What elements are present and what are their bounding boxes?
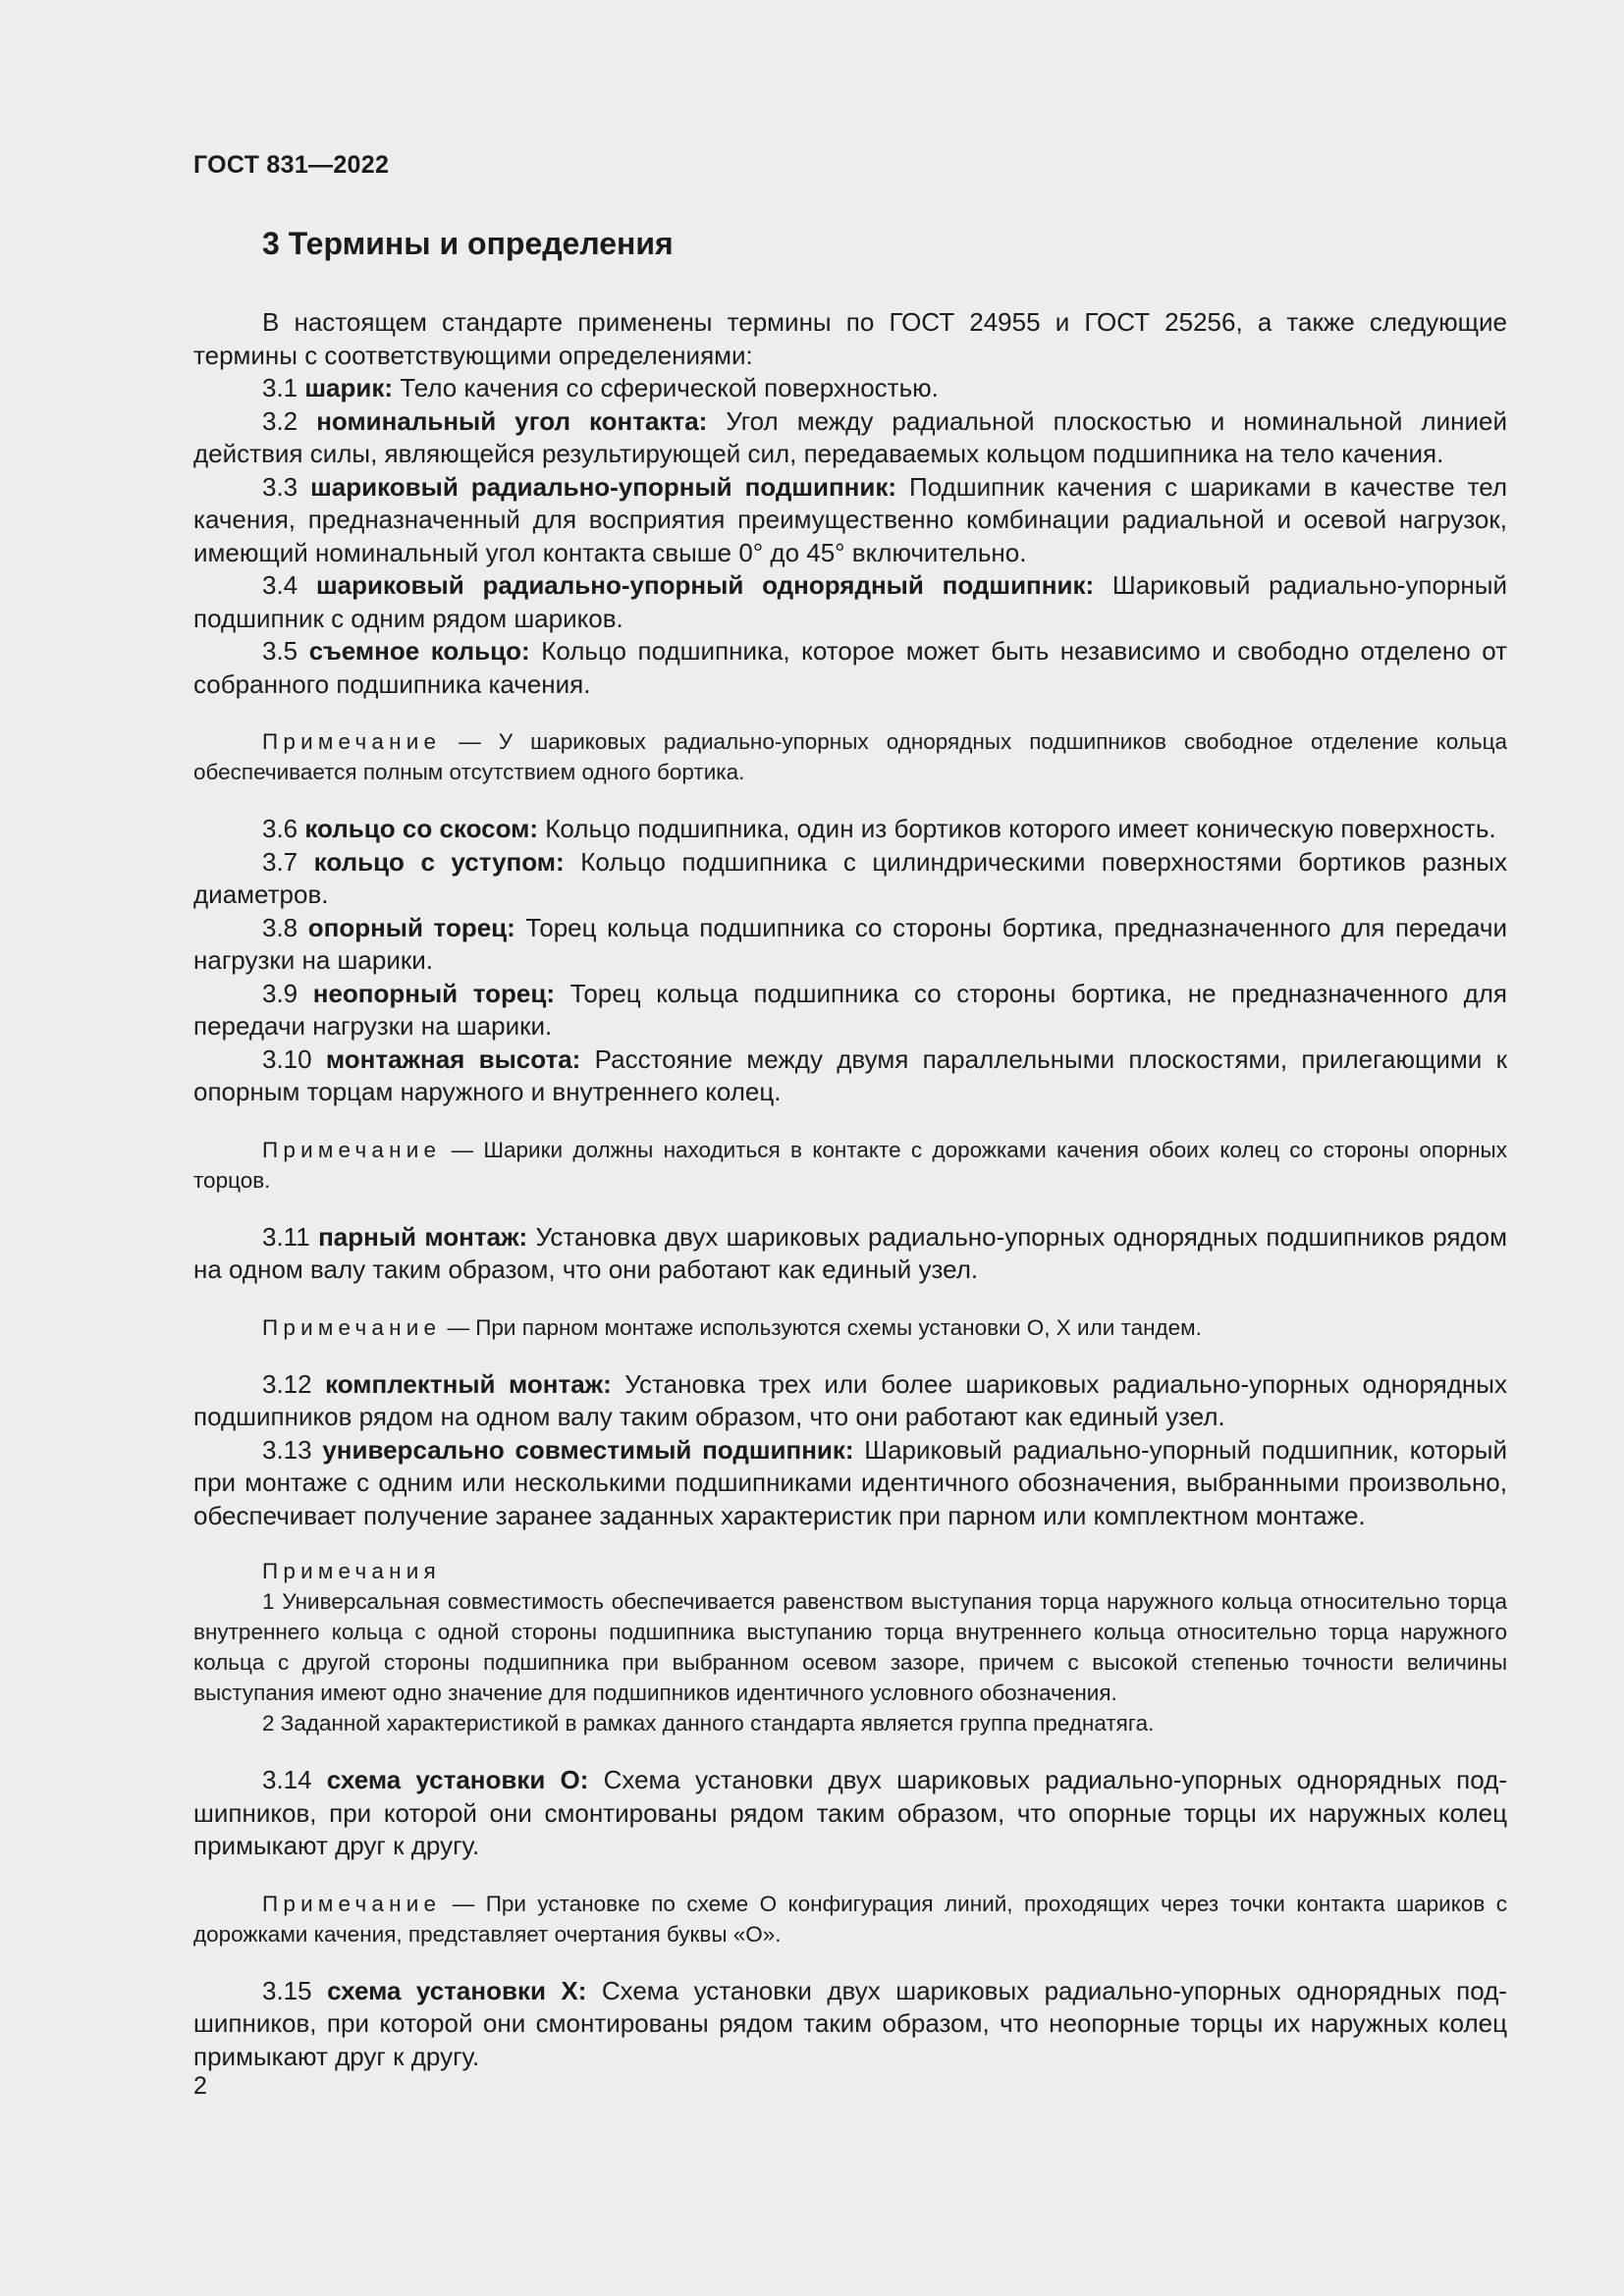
term-name: кольцо со скосом: xyxy=(304,814,539,843)
term-name: комплектный монтаж: xyxy=(325,1368,612,1399)
page-number: 2 xyxy=(193,2072,207,2100)
term-3-5 xyxy=(193,635,1507,701)
term-number: 3.14 xyxy=(262,1765,312,1794)
document-body xyxy=(193,220,1507,2073)
term-definition: Расстояние между двумя параллельными плоскостями, прилегающими к опорным торцам наружного и внутреннего колец. xyxy=(193,1043,1507,1106)
term-definition: Кольцо подшипника, которое может быть независимо и свободно отделено от собранного подшипника качения. xyxy=(193,636,1507,699)
term-number: 3.4 xyxy=(262,570,298,600)
term-definition: Тело качения со сферической поверхностью. xyxy=(400,373,939,402)
term-3-2 xyxy=(193,405,1507,471)
term-3-10 xyxy=(193,1043,1507,1109)
term-name: схема установки О: xyxy=(326,1765,589,1794)
term-name: съемное кольцо: xyxy=(308,636,530,666)
note-item-1: 1 Универсальная совместимость обеспечивается равенством выступания торца наружного кольца относительно торца внутреннего кольца с одной стороны подшипника выступанию торца внутреннего кольца относительно торца наружного кольца с другой стороны подшипника при выбранном осевом зазоре, причем с высокой степенью точности величины выступания имеют одно значение для подшипников идентичного условного обозначения. xyxy=(193,1589,1507,1705)
term-name: опорный торец: xyxy=(307,912,515,942)
term-number: 3.7 xyxy=(262,846,298,877)
note-label: Примечание xyxy=(262,1891,442,1916)
term-number: 3.2 xyxy=(262,405,298,436)
notes-block xyxy=(193,1556,1507,1738)
term-3-8 xyxy=(193,912,1507,978)
term-number: 3.1 xyxy=(262,373,298,402)
term-definition: Угол между радиальной плоскостью и номинальной линией действия силы, являющейся результирующей сил, передаваемых кольцом подшипника на тело качения. xyxy=(193,405,1507,468)
term-definition: Схема установки двух шариковых радиально-упорных однорядных подшипников, при которой они смонтированы рядом таким образом, что опорные торцы их наружных колец примыкают друг к другу. xyxy=(193,1765,1507,1860)
note-2 xyxy=(193,1135,1507,1196)
term-definition: Схема установки двух шариковых радиально-упорных однорядных подшипников, при которой они смонтированы рядом таким образом, что неопорные торцы их наружных колец примыкают друг к другу. xyxy=(193,1975,1507,2071)
note-text: — Шарики должны находиться в контакте с дорожками качения обоих колец со стороны опорных торцов. xyxy=(193,1137,1507,1193)
term-3-9 xyxy=(193,978,1507,1043)
term-3-7 xyxy=(193,846,1507,912)
term-name: номинальный угол контакта: xyxy=(316,405,708,436)
note-4 xyxy=(193,1889,1507,1949)
term-name: схема установки Х: xyxy=(327,1975,587,2005)
term-3-15 xyxy=(193,1975,1507,2074)
term-3-12 xyxy=(193,1368,1507,1434)
term-definition: Кольцо подшипника с цилиндрическими поверхностями бортиков разных диаметров. xyxy=(193,846,1507,909)
term-name: неопорный торец: xyxy=(312,978,555,1008)
term-definition: Шариковый радиально-упорный подшипник с одним рядом шариков. xyxy=(193,570,1507,633)
note-3 xyxy=(193,1312,1507,1343)
term-name: кольцо с уступом: xyxy=(313,846,565,877)
term-number: 3.15 xyxy=(262,1975,312,2005)
intro-paragraph: В настоящем стандарте применены термины по ГОСТ 24955 и ГОСТ 25256, а также следующие термины с соответствующими определениями: xyxy=(193,307,1507,370)
note-text: — У шариковых радиально-упорных однорядных подшипников свободное отделение кольца обеспечивается полным отсутствием одного бортика. xyxy=(193,729,1507,784)
note-item-2: 2 Заданной характеристикой в рамках данного стандарта является группа преднатяга. xyxy=(262,1711,1155,1735)
note-label: Примечание xyxy=(262,729,442,754)
term-name: шарик: xyxy=(304,373,394,402)
term-number: 3.9 xyxy=(262,978,298,1008)
term-number: 3.6 xyxy=(262,814,298,843)
note-label: Примечание xyxy=(262,1137,442,1162)
note-label: Примечание xyxy=(262,1314,442,1340)
term-name: универсально совместимый подшипник: xyxy=(322,1434,854,1465)
term-name: монтажная высота: xyxy=(325,1043,581,1074)
term-3-6 xyxy=(193,813,1507,846)
term-number: 3.10 xyxy=(262,1043,312,1074)
term-number: 3.3 xyxy=(262,471,298,502)
term-3-4 xyxy=(193,569,1507,635)
term-3-1 xyxy=(193,372,1507,405)
document-header: ГОСТ 831—2022 xyxy=(193,151,390,179)
section-title: 3 Термины и определения xyxy=(262,226,674,261)
term-name: шариковый радиально-упорный однорядный подшипник: xyxy=(315,570,1095,600)
term-definition: Торец кольца подшипника со стороны бортика, предназначенного для передачи нагрузки на шарики. xyxy=(193,912,1507,975)
term-name: парный монтаж: xyxy=(318,1221,528,1252)
term-name: шариковый радиально-упорный подшипник: xyxy=(310,471,897,502)
term-definition: Подшипник качения с шариками в качестве тел качения, предназначенный для восприятия преимущественно комбинации радиальной и осевой нагрузок, имеющий номинальный угол контакта свыше 0° до 45° включительно. xyxy=(193,471,1507,567)
term-3-3 xyxy=(193,471,1507,570)
note-text: — При установке по схеме О конфигурация линий, проходящих через точки контакта шариков с дорожками качения, представляет очертания буквы «О». xyxy=(193,1891,1507,1947)
note-text: — При парном монтаже используются схемы установки О, Х или тандем. xyxy=(447,1314,1202,1340)
term-number: 3.5 xyxy=(262,636,298,666)
term-3-13 xyxy=(193,1434,1507,1533)
term-number: 3.12 xyxy=(262,1368,312,1399)
term-definition: Шариковый радиально-упорный подшипник, который при монтаже с одним или несколькими подшипниками идентичного обозначения, выбранными произвольно, обеспечивает получение заранее заданных характеристик при парном или комплектном монтаже. xyxy=(193,1434,1507,1530)
term-definition: Торец кольца подшипника со стороны бортика, не предназначенного для передачи нагрузки на шарики. xyxy=(193,978,1507,1041)
term-3-14 xyxy=(193,1764,1507,1863)
note-1 xyxy=(193,726,1507,787)
term-number: 3.11 xyxy=(262,1221,310,1252)
term-definition: Кольцо подшипника, один из бортиков которого имеет коническую поверхность. xyxy=(545,814,1496,843)
term-3-11 xyxy=(193,1221,1507,1287)
term-definition: Установка трех или более шариковых радиально-упорных однорядных подшипников рядом на одном валу таким образом, что они работают как единый узел. xyxy=(193,1368,1507,1431)
term-number: 3.8 xyxy=(262,912,298,942)
term-number: 3.13 xyxy=(262,1434,312,1465)
term-definition: Установка двух шариковых радиально-упорных однорядных подшипников рядом на одном валу таким образом, что они работают как единый узел. xyxy=(193,1221,1507,1284)
notes-label: Примечания xyxy=(262,1559,441,1583)
